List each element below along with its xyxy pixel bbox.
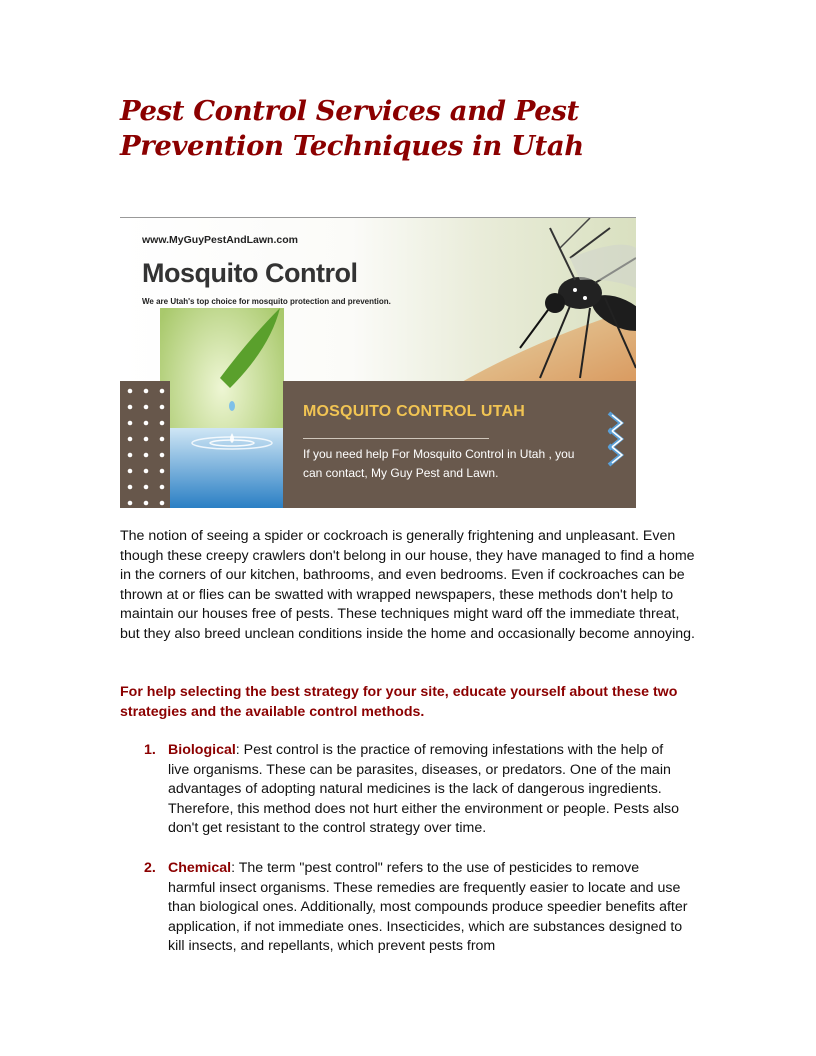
banner-heading: Mosquito Control	[142, 258, 358, 288]
dot-grid-decoration	[126, 387, 166, 507]
panel-text: If you need help For Mosquito Control in Utah , you can contact, My Guy Pest and Lawn.	[303, 447, 575, 480]
dot-pattern-panel	[120, 381, 170, 508]
mosquito-image	[420, 218, 636, 383]
highlight-paragraph: For help selecting the best strategy for your site, educate yourself about these two strategies and the available control methods.	[120, 684, 678, 720]
panel-title: MOSQUITO CONTROL UTAH	[303, 403, 525, 420]
chevron-right-icon	[605, 411, 627, 469]
banner-tagline: We are Utah's top choice for mosquito protection and prevention.	[142, 297, 391, 306]
page-title: Pest Control Services and Pest Prevention Techniques in Utah	[120, 95, 584, 162]
list-body	[168, 741, 688, 839]
list-number: 2.	[144, 860, 156, 876]
list-term: Biological	[168, 742, 236, 758]
water-drop-image	[160, 308, 284, 508]
mosquito-control-banner	[120, 217, 636, 508]
list-text: : Pest control is the practice of removing infestations with the help of live organisms. These can be parasites, diseases, or predators. One of the main advantages of adopting natural medicines is the lack of dangerous ingredients. Therefore, this method does not hurt either the environment or people. Pests also don't get resistant to the control strategy over time.	[168, 742, 680, 837]
list-number: 1.	[144, 742, 156, 758]
list-text: : The term "pest control" refers to the use of pesticides to remove harmful insect organisms. These remedies are frequently easier to locate and use than biological ones. Additionally, most compounds produce speedier benefits after application, if not immediate ones. Insecticides, which are substances designed to kill insects, and repellants, which prevent pests from	[168, 860, 688, 955]
list-term: Chemical	[168, 860, 232, 876]
list-body	[168, 859, 688, 957]
panel-divider	[303, 438, 489, 439]
banner-url: www.MyGuyPestAndLawn.com	[142, 234, 298, 246]
intro-paragraph: The notion of seeing a spider or cockroach is generally frightening and unpleasant. Even though these creepy crawlers don't belong in our house, they have managed to find a home in the corners of our kitchen, bathrooms, and even bedrooms. Even if cockroaches can be thrown at or flies can be swatted with wrapped newspapers, these methods don't help to maintain our houses free of pests. These techniques might ward off the immediate threat, but they also breed unclean conditions inside the home and occasionally become annoying.	[120, 528, 695, 642]
info-panel	[283, 381, 636, 508]
